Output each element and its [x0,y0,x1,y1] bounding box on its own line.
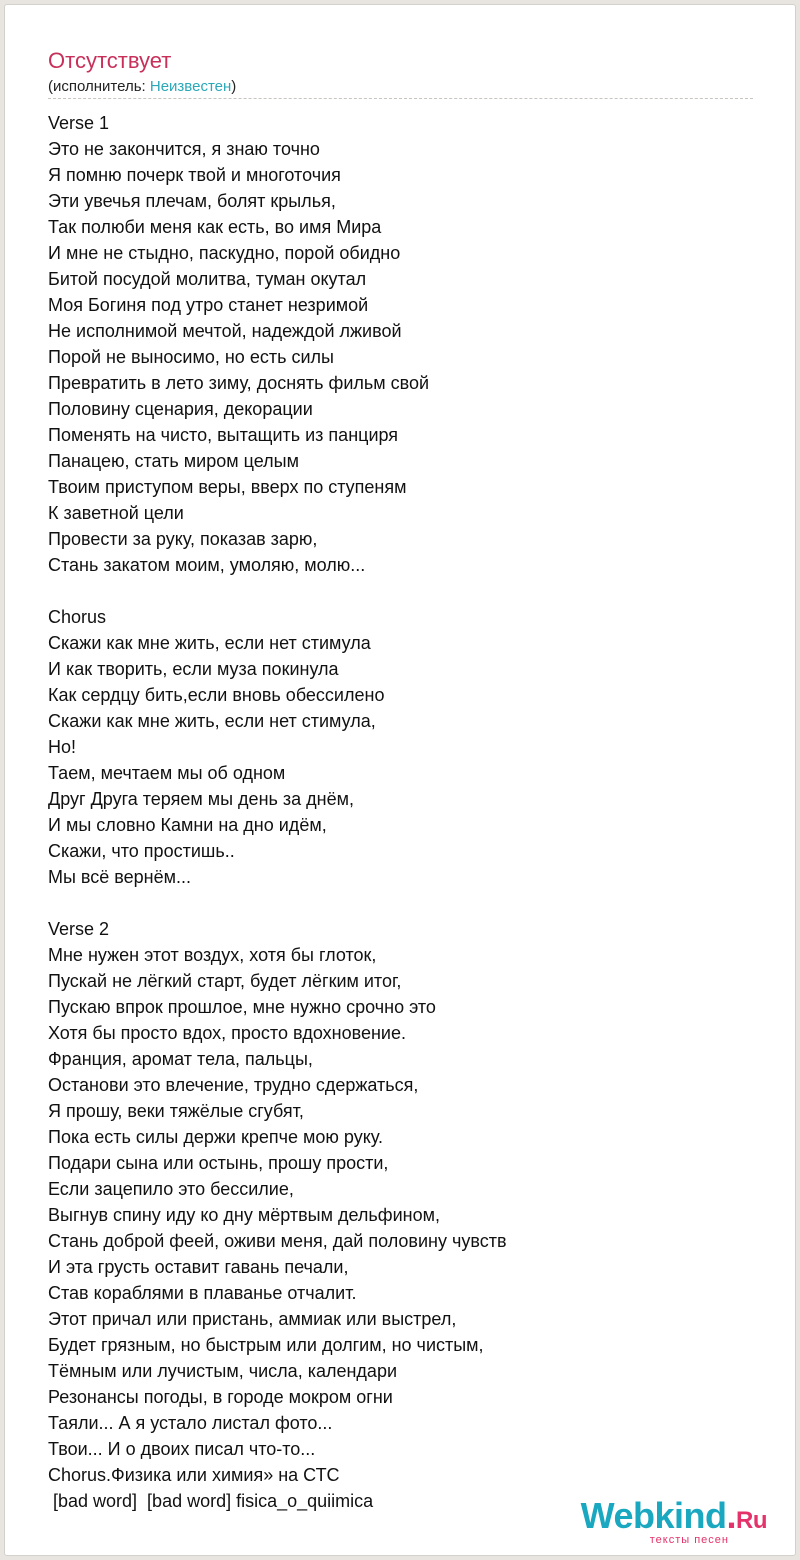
lyrics-line: Франция, аромат тела, пальцы, [48,1049,313,1069]
lyrics-line: И мы словно Камни на дно идём, [48,815,327,835]
lyrics-line: Я прошу, веки тяжёлые сгубят, [48,1101,304,1121]
lyrics-line: И мне не стыдно, паскудно, порой обидно [48,243,401,263]
lyrics-line: Этот причал или пристань, аммиак или выстрел, [48,1309,457,1329]
lyrics-line: Превратить в лето зиму, доснять фильм свой [48,373,430,393]
lyrics-line: Став кораблями в плаванье отчалит. [48,1283,357,1303]
lyrics-line: Провести за руку, показав зарю, [48,529,318,549]
lyrics-line: Я помню почерк твой и многоточия [48,165,341,185]
lyrics-line: Скажи как мне жить, если нет стимула [48,633,371,653]
lyrics-line: Мы всё вернём... [48,867,192,887]
lyrics-line: Твои... И о двоих писал что-то... [48,1439,316,1459]
lyrics-line: Так полюби меня как есть, во имя Мира [48,217,382,237]
lyrics-line: Панацею, стать миром целым [48,451,299,471]
lyrics-line: Chorus.Физика или химия» на СТС [48,1465,340,1485]
lyrics-blank-line [48,578,755,604]
lyrics-line: Будет грязным, но быстрым или долгим, но чистым, [48,1335,484,1355]
artist-link[interactable]: Неизвестен [149,78,232,95]
page-sheet [4,4,796,1556]
logo-tld: Ru [736,1507,767,1534]
lyrics-line: Стань закатом моим, умоляю, молю... [48,555,366,575]
lyrics-line: Если зацепило это бессилие, [48,1179,294,1199]
lyrics-line: Таяли... А я устало листал фото... [48,1413,333,1433]
lyrics-line: Скажи, что простишь.. [48,841,235,861]
lyrics-line: Это не закончится, я знаю точно [48,139,320,159]
lyrics-line: Chorus [48,607,107,627]
lyrics-line: Как сердцу бить,если вновь обессилено [48,685,385,705]
lyrics-line: Друг Друга теряем мы день за днём, [48,789,354,809]
lyrics-line: Выгнув спину иду ко дну мёртвым дельфином, [48,1205,440,1225]
lyrics-line: Половину сценария, декорации [48,399,313,419]
lyrics-line: К заветной цели [48,503,184,523]
logo-dot: . [726,1495,736,1536]
lyrics-line: Подари сына или остынь, прошу прости, [48,1153,389,1173]
lyrics-line: Скажи как мне жить, если нет стимула, [48,711,376,731]
lyrics-blank-line [48,890,755,916]
lyrics-line: Мне нужен этот воздух, хотя бы глоток, [48,945,377,965]
artist-prefix: (исполнитель: [48,78,150,95]
lyrics-line: Verse 2 [48,919,110,939]
lyrics-line: [bad word] [bad word] fisica_o_quiimica [48,1491,374,1511]
lyrics-line: И как творить, если муза покинула [48,659,339,679]
lyrics-line: Verse 1 [48,113,110,133]
lyrics-body [48,110,755,1514]
site-logo[interactable] [581,1497,767,1546]
lyrics-line: Битой посудой молитва, туман окутал [48,269,367,289]
lyrics-line: Но! [48,737,77,757]
lyrics-line: Твоим приступом веры, вверх по ступеням [48,477,407,497]
lyrics-line: Тёмным или лучистым, числа, календари [48,1361,398,1381]
lyrics-line: Резонансы погоды, в городе мокром огни [48,1387,393,1407]
lyrics-line: Таем, мечтаем мы об одном [48,763,286,783]
lyrics-line: Эти увечья плечам, болят крылья, [48,191,336,211]
lyrics-line: Поменять на чисто, вытащить из панциря [48,425,399,445]
lyrics-line: Останови это влечение, трудно сдержаться, [48,1075,419,1095]
song-title: Отсутствует [48,48,172,73]
lyrics-line: Пускаю впрок прошлое, мне нужно срочно это [48,997,436,1017]
lyrics-line: Пока есть силы держи крепче мою руку. [48,1127,383,1147]
artist-line [48,78,236,96]
lyrics-line: Не исполнимой мечтой, надеждой лживой [48,321,402,341]
logo-tagline: тексты песен [649,1534,729,1546]
logo-brand: Webkind [580,1495,727,1536]
lyrics-line: И эта грусть оставит гавань печали, [48,1257,349,1277]
lyrics-line: Хотя бы просто вдох, просто вдохновение. [48,1023,406,1043]
lyrics-line: Стань доброй феей, оживи меня, дай половину чувств [48,1231,507,1251]
lyrics-line: Пускай не лёгкий старт, будет лёгким итог, [48,971,402,991]
lyrics-line: Порой не выносимо, но есть силы [48,347,334,367]
header-divider [48,98,753,99]
artist-suffix: ) [231,78,237,95]
lyrics-line: Моя Богиня под утро станет незримой [48,295,369,315]
